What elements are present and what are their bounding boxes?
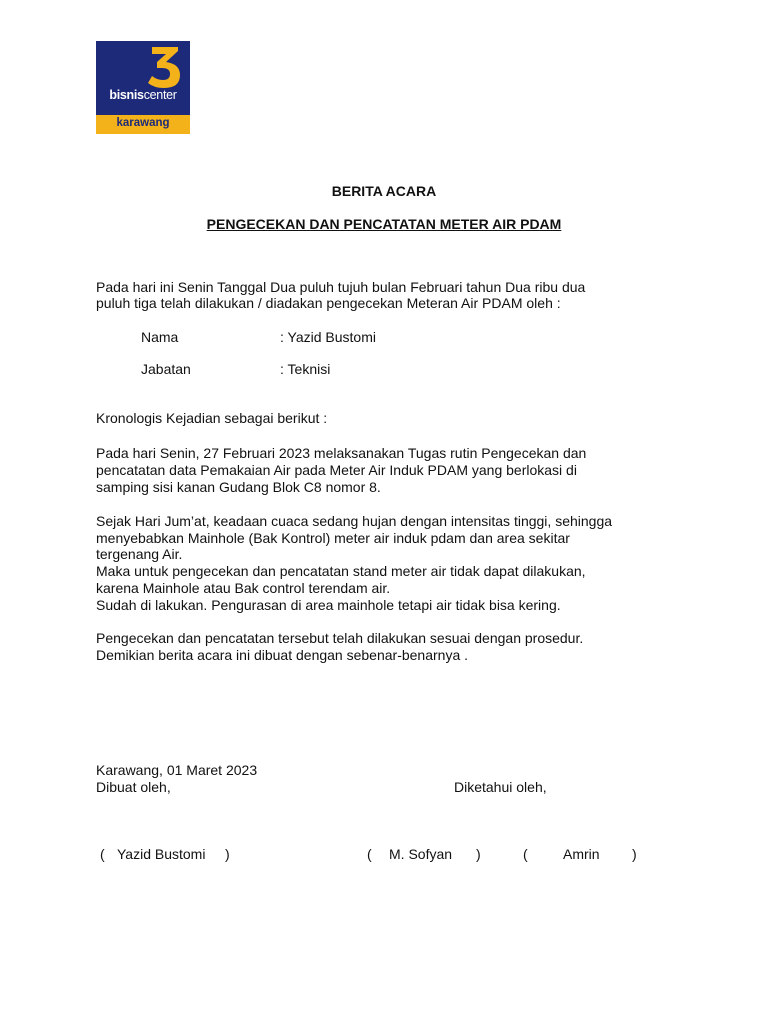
logo-word-bold: bisnis — [109, 88, 144, 102]
field-value-name: : Yazid Bustomi — [280, 329, 376, 345]
paragraph1-line-3: samping sisi kanan Gudang Blok C8 nomor 8. — [96, 479, 381, 495]
logo-word-light: center — [143, 88, 177, 102]
place-date: Karawang, 01 Maret 2023 — [96, 762, 258, 778]
field-value-position: : Teknisi — [280, 361, 331, 377]
paragraph2-line-1: Sejak Hari Jum’at, keadaan cuaca sedang hujan dengan intensitas tinggi, sehingga — [96, 513, 613, 529]
paragraph1-line-1: Pada hari Senin, 27 Februari 2023 melaksanakan Tugas rutin Pengecekan dan — [96, 445, 587, 461]
paragraph3-line-1: Pengecekan dan pencatatan tersebut telah dilakukan sesuai dengan prosedur. — [96, 630, 584, 646]
intro-line-1: Pada hari ini Senin Tanggal Dua puluh tujuh bulan Februari tahun Dua ribu dua — [96, 279, 586, 295]
document-title: BERITA ACARA — [331, 183, 437, 199]
field-label-position: Jabatan — [141, 361, 191, 377]
logo-blue-panel — [96, 41, 190, 115]
signature-1-open: ( — [100, 846, 105, 862]
logo-numeral-icon — [96, 41, 190, 115]
paragraph2-line-6: Sudah di lakukan. Pengurasan di area mainhole tetapi air tidak bisa kering. — [96, 597, 561, 613]
logo-wordmark — [96, 88, 190, 102]
signature-3-close: ) — [632, 846, 637, 862]
signature-2-close: ) — [476, 846, 481, 862]
signature-3-name: Amrin — [563, 846, 600, 862]
signature-2-open: ( — [367, 846, 372, 862]
paragraph2-line-2: menyebabkan Mainhole (Bak Kontrol) meter air induk pdam dan area sekitar — [96, 530, 570, 546]
known-by-label: Diketahui oleh, — [454, 779, 547, 795]
chronology-heading: Kronologis Kejadian sebagai berikut : — [96, 410, 328, 426]
signature-1-name: Yazid Bustomi — [117, 846, 206, 862]
company-logo — [96, 41, 190, 134]
paragraph3-line-2: Demikian berita acara ini dibuat dengan sebenar-benarnya . — [96, 647, 469, 663]
paragraph2-line-5: karena Mainhole atau Bak control terendam air. — [96, 580, 391, 596]
paragraph2-line-4: Maka untuk pengecekan dan pencatatan stand meter air tidak dapat dilakukan, — [96, 563, 586, 579]
logo-city: karawang — [116, 117, 170, 129]
intro-line-2: puluh tiga telah dilakukan / diadakan pengecekan Meteran Air PDAM oleh : — [96, 295, 561, 311]
signature-3-open: ( — [523, 846, 528, 862]
document-subtitle: PENGECEKAN DAN PENCATATAN METER AIR PDAM — [206, 216, 562, 232]
signature-1-close: ) — [225, 846, 230, 862]
field-label-name: Nama — [141, 329, 179, 345]
paragraph2-line-3: tergenang Air. — [96, 546, 183, 562]
signature-2-name: M. Sofyan — [389, 846, 453, 862]
paragraph1-line-2: pencatatan data Pemakaian Air pada Meter Air Induk PDAM yang berlokasi di — [96, 462, 577, 478]
made-by-label: Dibuat oleh, — [96, 779, 171, 795]
